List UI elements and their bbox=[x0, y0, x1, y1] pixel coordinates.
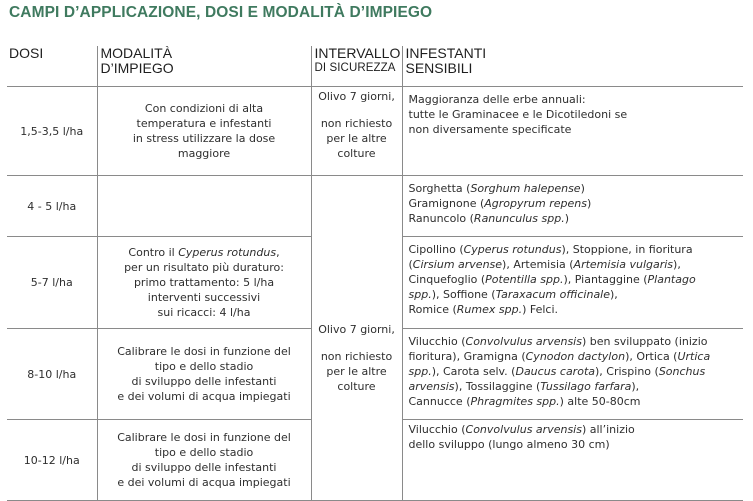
interval-cell-shared bbox=[311, 176, 402, 501]
header-intervallo-line2: DI SICUREZZA bbox=[314, 62, 396, 74]
mode-line: tipo e dello stadio bbox=[154, 360, 254, 373]
interval-line: non richiesto bbox=[320, 117, 393, 130]
weeds-line: Cipollino (Cyperus rotundus), Stoppione, in fioritura bbox=[408, 243, 693, 256]
header-modalita-line2: D’IMPIEGO bbox=[100, 60, 174, 76]
weeds-line: Romice (Rumex spp.) Felci. bbox=[408, 303, 559, 316]
weeds-line: spp.), Soffione (Taraxacum officinale), bbox=[408, 288, 618, 301]
weed-item: Sorghetta (Sorghum halepense) bbox=[408, 182, 585, 195]
interval-line: per le altre bbox=[326, 365, 387, 378]
weed-item: Ranuncolo (Ranunculus spp.) bbox=[408, 212, 569, 225]
header-infestanti-line1: INFESTANTI bbox=[405, 45, 487, 61]
header-intervallo bbox=[311, 46, 402, 87]
mode-line: sui ricacci: 4 l/ha bbox=[157, 306, 251, 319]
latin-name: Ranunculus spp. bbox=[473, 212, 565, 225]
weeds-line: Vilucchio (Convolvulus arvensis) all’inizio bbox=[408, 423, 635, 436]
weeds-line: Vilucchio (Convolvulus arvensis) ben sviluppato (inizio bbox=[408, 335, 708, 348]
latin-name: Agropyrum repens bbox=[484, 197, 587, 210]
mode-line: Calibrare le dosi in funzione del bbox=[117, 345, 291, 358]
mode-line: temperatura e infestanti bbox=[136, 117, 272, 130]
mode-line: di sviluppo delle infestanti bbox=[131, 461, 277, 474]
weeds-line: tutte le Graminacee e le Dicotiledoni se bbox=[408, 108, 628, 121]
table-header-row bbox=[7, 46, 743, 87]
weeds-cell bbox=[402, 420, 743, 501]
weeds-line: Cannucce (Phragmites spp.) alte 50-80cm bbox=[408, 395, 641, 408]
weeds-line: non diversamente specificate bbox=[408, 123, 572, 136]
mode-cell bbox=[97, 237, 311, 329]
mode-cell bbox=[97, 87, 311, 176]
interval-line: Olivo 7 giorni, bbox=[318, 323, 395, 336]
dose-cell: 8-10 l/ha bbox=[7, 329, 97, 420]
weeds-line: (Cirsium arvense), Artemisia (Artemisia vulgaris), bbox=[408, 258, 681, 271]
interval-line: per le altre bbox=[326, 132, 387, 145]
dose-cell: 1,5-3,5 l/ha bbox=[7, 87, 97, 176]
interval-line: colture bbox=[337, 147, 376, 160]
interval-cell bbox=[311, 87, 402, 176]
mode-line: interventi successivi bbox=[147, 291, 261, 304]
mode-line: maggiore bbox=[177, 147, 231, 160]
mode-line: tipo e dello stadio bbox=[154, 446, 254, 459]
interval-line: non richiesto bbox=[320, 350, 393, 363]
mode-cell bbox=[97, 420, 311, 501]
header-dosi-label: DOSI bbox=[9, 45, 44, 61]
mode-line: in stress utilizzare la dose bbox=[132, 132, 276, 145]
mode-cell bbox=[97, 329, 311, 420]
interval-line: colture bbox=[337, 380, 376, 393]
dose-cell: 10-12 l/ha bbox=[7, 420, 97, 501]
dose-cell: 4 - 5 l/ha bbox=[7, 176, 97, 237]
weeds-line: spp.), Carota selv. (Daucus carota), Crispino (Sonchus bbox=[408, 365, 706, 378]
weeds-line: dello sviluppo (lungo almeno 30 cm) bbox=[408, 438, 610, 451]
header-intervallo-line1: INTERVALLO bbox=[314, 45, 401, 61]
page-title: CAMPI D’APPLICAZIONE, DOSI E MODALITÀ D’IMPIEGO bbox=[9, 4, 433, 21]
header-modalita bbox=[97, 46, 311, 87]
mode-line: primo trattamento: 5 l/ha bbox=[133, 276, 275, 289]
weeds-cell bbox=[402, 329, 743, 420]
weeds-line: arvensis), Tossilaggine (Tussilago farfara), bbox=[408, 380, 640, 393]
table-row bbox=[7, 176, 743, 237]
mode-line: Con condizioni di alta bbox=[144, 102, 264, 115]
mode-line: Calibrare le dosi in funzione del bbox=[117, 431, 291, 444]
weeds-cell bbox=[402, 87, 743, 176]
doses-table bbox=[7, 46, 743, 501]
header-modalita-line1: MODALITÀ bbox=[100, 45, 173, 61]
interval-line: Olivo 7 giorni, bbox=[318, 90, 395, 103]
weeds-cell bbox=[402, 237, 743, 329]
header-infestanti bbox=[402, 46, 743, 87]
mode-line: e dei volumi di acqua impiegati bbox=[117, 390, 291, 403]
dose-cell: 5-7 l/ha bbox=[7, 237, 97, 329]
table-row bbox=[7, 87, 743, 176]
weeds-cell bbox=[402, 176, 743, 237]
latin-name: Cyperus rotundus bbox=[178, 246, 277, 259]
mode-line: di sviluppo delle infestanti bbox=[131, 375, 277, 388]
weed-item: Gramignone (Agropyrum repens) bbox=[408, 197, 592, 210]
latin-name: Sorghum halepense bbox=[470, 182, 581, 195]
weeds-line: Maggioranza delle erbe annuali: bbox=[408, 93, 586, 106]
mode-line: Contro il Cyperus rotundus, bbox=[128, 246, 280, 259]
mode-cell bbox=[97, 176, 311, 237]
weeds-line: fioritura), Gramigna (Cynodon dactylon), Ortica (Urtica bbox=[408, 350, 711, 363]
mode-line: per un risultato più duraturo: bbox=[124, 261, 284, 274]
weeds-line: Cinquefoglio (Potentilla spp.), Piantaggine (Plantago bbox=[408, 273, 696, 286]
header-infestanti-line2: SENSIBILI bbox=[405, 60, 473, 76]
mode-line: e dei volumi di acqua impiegati bbox=[117, 476, 291, 489]
header-dosi bbox=[7, 46, 97, 87]
